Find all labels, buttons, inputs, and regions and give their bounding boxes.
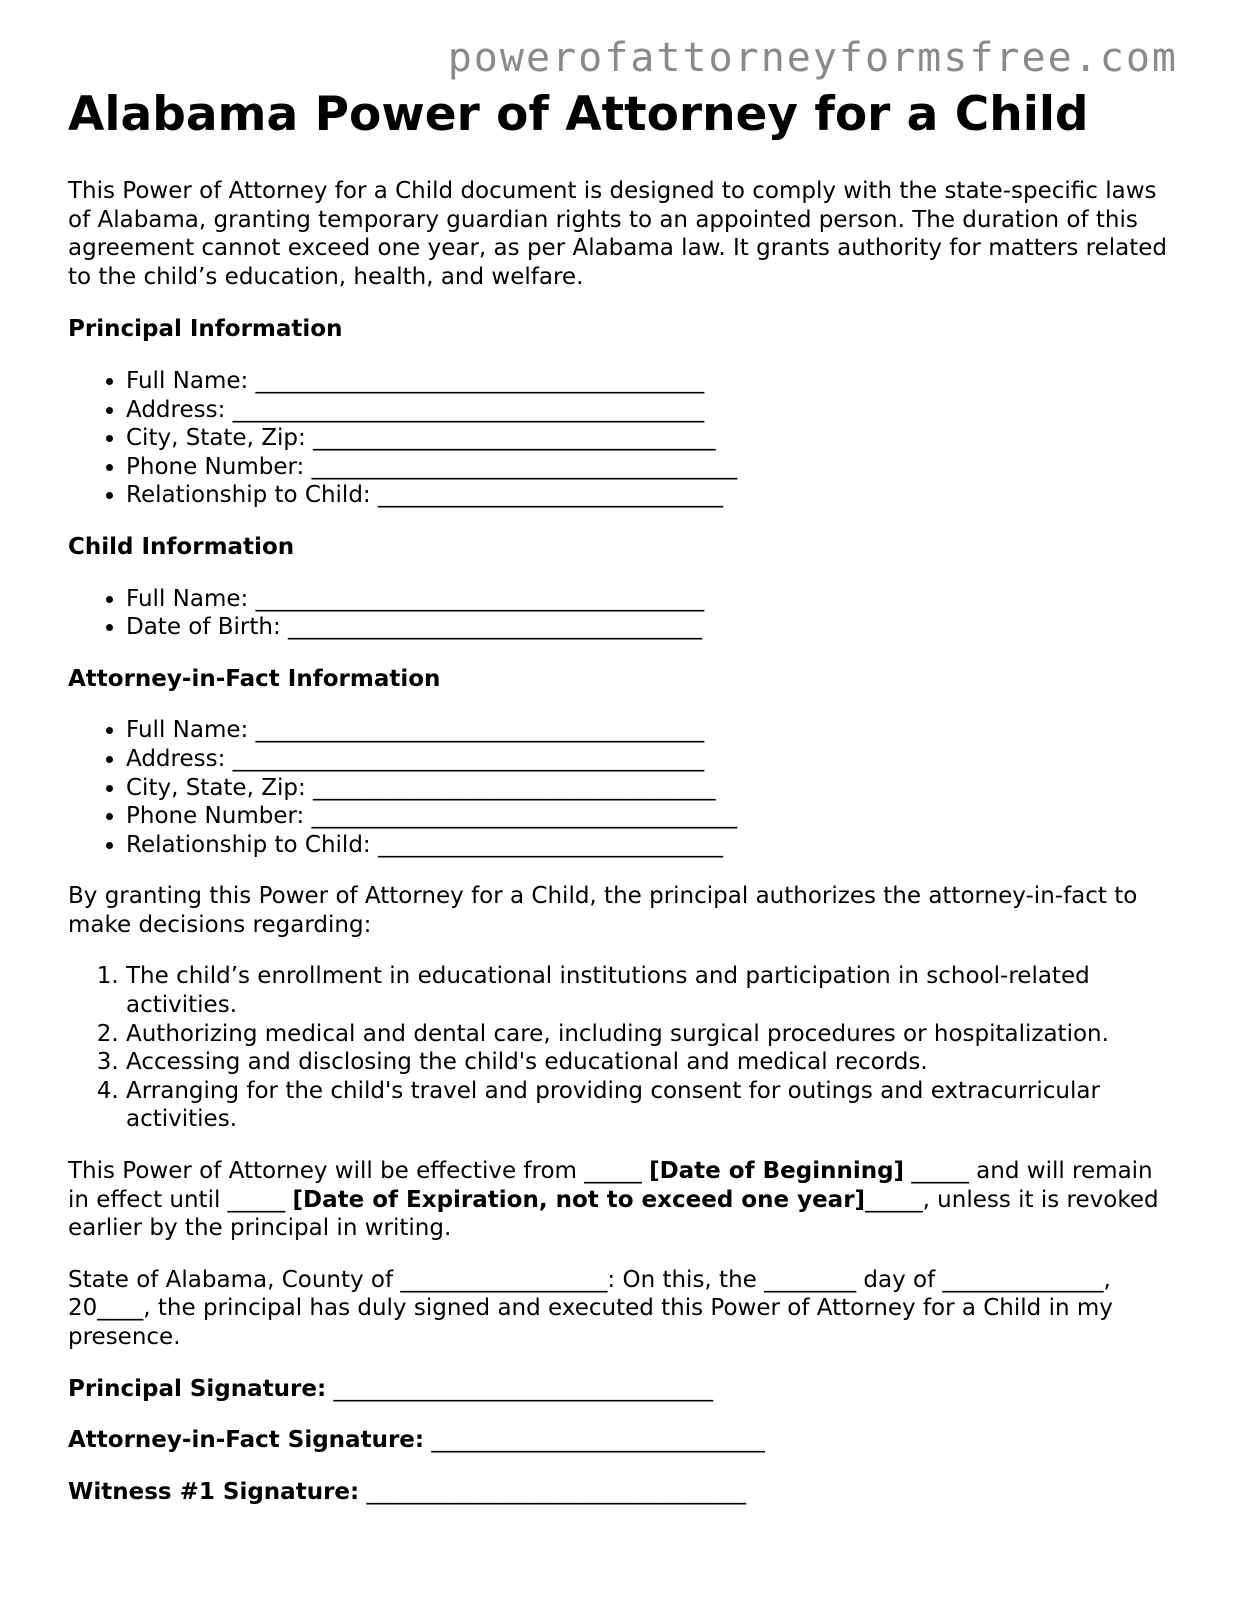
notary-paragraph: State of Alabama, County of __________________: On this, the ________ day of ______________, 20____, the principal has duly signed and executed this Power of Attorney for a Child in my presence.	[68, 1266, 1113, 1350]
field-label: Full Name:	[126, 717, 249, 744]
attorney-address	[126, 745, 1178, 774]
principal-phone	[126, 453, 1178, 482]
authorization-item: 4. Arranging for the child's travel and providing consent for outings and extracurricular activities.	[126, 1077, 1178, 1134]
child-heading: Child Information	[68, 533, 295, 560]
authorization-intro: By granting this Power of Attorney for a Child, the principal authorizes the attorney-in-fact to make decisions regarding:	[68, 883, 1138, 938]
field-label: City, State, Zip:	[126, 774, 306, 801]
date-of-beginning[interactable]: [Date of Beginning]	[649, 1158, 905, 1185]
field-label: Phone Number:	[126, 803, 305, 830]
field-blank[interactable]: _________________________________________	[232, 396, 705, 423]
principal-signature-line	[68, 1375, 1178, 1404]
child-date-of-birth	[126, 613, 1178, 642]
field-blank[interactable]: _______________________________________	[255, 717, 705, 744]
signature-label: Principal Signature:	[68, 1375, 327, 1402]
signature-blank[interactable]: _________________________________	[366, 1478, 747, 1505]
attorney-heading: Attorney-in-Fact Information	[68, 665, 441, 692]
child-full-name	[126, 585, 1178, 614]
field-blank[interactable]: _____________________________________	[311, 803, 738, 830]
principal-heading: Principal Information	[68, 316, 343, 343]
field-label: Full Name:	[126, 585, 249, 612]
field-blank[interactable]: _____________________________________	[311, 453, 738, 480]
field-blank[interactable]: ___________________________________	[313, 425, 716, 452]
field-label: Address:	[126, 396, 226, 423]
child-fields	[68, 585, 1178, 642]
effective-text-2: _____ and will remain in effect until _____	[68, 1158, 1153, 1213]
authorization-item: 1. The child’s enrollment in educational institutions and participation in school-related activities.	[126, 962, 1178, 1019]
field-label: Address:	[126, 745, 226, 772]
authorization-list	[68, 962, 1178, 1134]
effective-text-1: This Power of Attorney will be effective from _____	[68, 1158, 650, 1185]
signature-label: Witness #1 Signature:	[68, 1478, 360, 1505]
witness-1-signature-line	[68, 1478, 1178, 1507]
effective-text-3: _____, unless it is revoked earlier by the principal in writing.	[68, 1186, 1159, 1242]
field-blank[interactable]: ______________________________	[377, 831, 723, 858]
document	[68, 86, 1178, 1506]
field-label: Phone Number:	[126, 453, 305, 480]
field-blank[interactable]: _________________________________________	[232, 745, 705, 772]
field-label: Date of Birth:	[126, 614, 281, 641]
field-label: Relationship to Child:	[126, 831, 371, 858]
field-blank[interactable]: ____________________________________	[288, 614, 703, 641]
principal-relationship	[126, 481, 1178, 510]
attorney-fields	[68, 716, 1178, 859]
document-title: Alabama Power of Attorney for a Child	[68, 87, 1089, 142]
authorization-item: 2. Authorizing medical and dental care, including surgical procedures or hospitalization.	[126, 1020, 1178, 1049]
principal-city-state-zip	[126, 424, 1178, 453]
principal-full-name	[126, 367, 1178, 396]
principal-address	[126, 396, 1178, 425]
field-label: City, State, Zip:	[126, 425, 306, 452]
effective-dates-paragraph	[68, 1157, 1178, 1243]
principal-fields	[68, 367, 1178, 510]
attorney-relationship	[126, 831, 1178, 860]
attorney-full-name	[126, 716, 1178, 745]
field-label: Full Name:	[126, 367, 249, 394]
field-blank[interactable]: _______________________________________	[255, 585, 705, 612]
attorney-phone	[126, 802, 1178, 831]
intro-paragraph: This Power of Attorney for a Child document is designed to comply with the state-specific laws of Alabama, granting temporary guardian rights to an appointed person. The duration of this agreement cannot exceed one year, as per Alabama law. It grants authority for matters related to the child’s education, health, and welfare.	[68, 178, 1167, 290]
field-blank[interactable]: ______________________________	[377, 482, 723, 509]
signature-blank[interactable]: _____________________________	[431, 1427, 765, 1454]
watermark: powerofattorneyformsfree.com	[447, 35, 1178, 81]
attorney-city-state-zip	[126, 774, 1178, 803]
field-label: Relationship to Child:	[126, 482, 371, 509]
attorney-signature-line	[68, 1426, 1178, 1455]
date-of-expiration[interactable]: [Date of Expiration, not to exceed one year]	[292, 1186, 866, 1213]
authorization-item: 3. Accessing and disclosing the child's educational and medical records.	[126, 1048, 1178, 1077]
signature-label: Attorney-in-Fact Signature:	[68, 1427, 425, 1454]
signature-blank[interactable]: _________________________________	[333, 1375, 713, 1402]
field-blank[interactable]: _______________________________________	[255, 367, 705, 394]
field-blank[interactable]: ___________________________________	[313, 774, 716, 801]
